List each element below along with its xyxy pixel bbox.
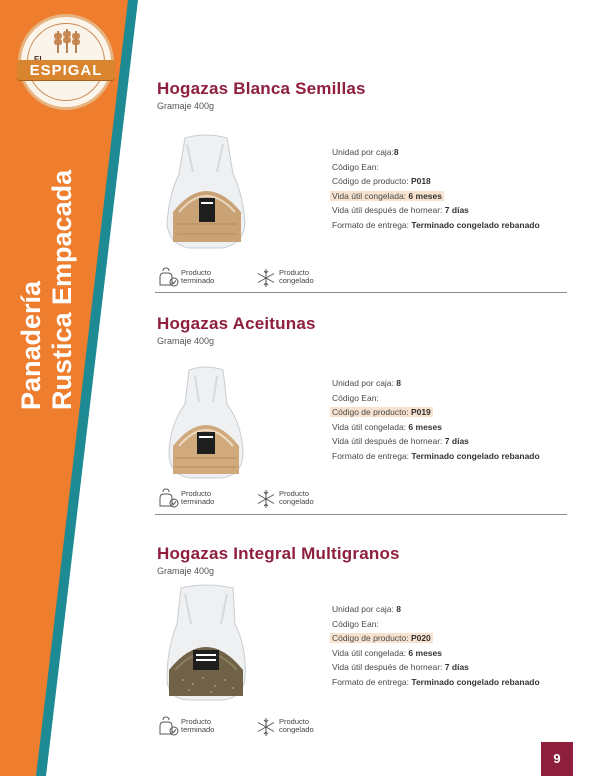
finished-product-badge bbox=[157, 488, 247, 510]
spec-row: Código de producto: P018 bbox=[332, 176, 431, 186]
finished-product-icon bbox=[157, 488, 179, 510]
logo-ribbon bbox=[17, 60, 115, 80]
spec-row: Unidad por caja: 8 bbox=[332, 604, 402, 614]
product-weight: Gramaje 400g bbox=[157, 336, 215, 346]
badge-label-line2: terminado bbox=[181, 725, 215, 734]
product-specs bbox=[332, 602, 540, 689]
section-title-line1: Panadería bbox=[16, 280, 46, 410]
snowflake-icon bbox=[255, 267, 277, 289]
spec-row-highlighted: Código de producto: P020 bbox=[332, 633, 431, 643]
spec-row: Vida útil después de hornear: 7 días bbox=[332, 662, 469, 672]
badge-label-line2: congelado bbox=[279, 276, 314, 285]
spec-row: Vida útil congelada: 6 meses bbox=[332, 647, 442, 658]
spec-row: Unidad por caja:8 bbox=[332, 147, 399, 157]
product-card bbox=[157, 79, 567, 285]
spec-row-highlighted: Código de producto: P019 bbox=[332, 407, 431, 417]
badge-label-line1: Producto bbox=[181, 717, 212, 726]
badge-label-line2: congelado bbox=[279, 497, 314, 506]
spec-row: Código Ean: bbox=[332, 161, 379, 172]
section-title-line2: Rustica Empacada bbox=[47, 169, 77, 410]
bread-bag-image bbox=[163, 134, 249, 254]
bread-bag-image bbox=[163, 364, 249, 484]
spec-row: Código Ean: bbox=[332, 618, 379, 629]
badge-label-line1: Producto bbox=[181, 268, 212, 277]
product-specs bbox=[332, 376, 540, 463]
product-weight: Gramaje 400g bbox=[157, 566, 215, 576]
frozen-product-badge bbox=[255, 716, 345, 738]
product-weight: Gramaje 400g bbox=[157, 101, 215, 111]
badge-label-line2: congelado bbox=[279, 725, 314, 734]
badge-label-line2: terminado bbox=[181, 276, 215, 285]
badge-label-line1: Producto bbox=[279, 717, 310, 726]
finished-product-icon bbox=[157, 716, 179, 738]
badge-label-line1: Producto bbox=[279, 268, 310, 277]
finished-product-icon bbox=[157, 267, 179, 289]
wheat-icon bbox=[49, 27, 85, 55]
finished-product-badge bbox=[157, 267, 247, 289]
spec-row-highlighted: Vida útil congelada: 6 meses bbox=[332, 190, 442, 201]
snowflake-icon bbox=[255, 716, 277, 738]
logo-name: ESPIGAL bbox=[29, 62, 103, 79]
badge-label-line1: Producto bbox=[181, 489, 212, 498]
spec-row: Unidad por caja: 8 bbox=[332, 378, 402, 388]
spec-row: Formato de entrega: Terminado congelado rebanado bbox=[332, 219, 540, 230]
product-title: Hogazas Blanca Semillas bbox=[157, 79, 366, 98]
spec-row: Vida útil después de hornear: 7 días bbox=[332, 205, 469, 215]
frozen-product-badge bbox=[255, 267, 345, 289]
page-number: 9 bbox=[541, 742, 573, 776]
badge-label-line1: Producto bbox=[279, 489, 310, 498]
snowflake-icon bbox=[255, 488, 277, 510]
finished-product-badge bbox=[157, 716, 247, 738]
section-title bbox=[16, 80, 78, 410]
product-card bbox=[157, 314, 567, 506]
bread-bag-image bbox=[163, 584, 249, 704]
section-divider bbox=[155, 514, 567, 515]
spec-row: Vida útil congelada: 6 meses bbox=[332, 421, 442, 432]
section-divider bbox=[155, 292, 567, 293]
product-specs bbox=[332, 145, 540, 232]
frozen-product-badge bbox=[255, 488, 345, 510]
product-card bbox=[157, 544, 567, 734]
spec-row: Formato de entrega: Terminado congelado rebanado bbox=[332, 676, 540, 687]
product-title: Hogazas Aceitunas bbox=[157, 314, 316, 333]
spec-row: Vida útil después de hornear: 7 días bbox=[332, 436, 469, 446]
badge-label-line2: terminado bbox=[181, 497, 215, 506]
spec-row: Formato de entrega: Terminado congelado rebanado bbox=[332, 450, 540, 461]
spec-row: Código Ean: bbox=[332, 392, 379, 403]
product-title: Hogazas Integral Multigranos bbox=[157, 544, 400, 563]
